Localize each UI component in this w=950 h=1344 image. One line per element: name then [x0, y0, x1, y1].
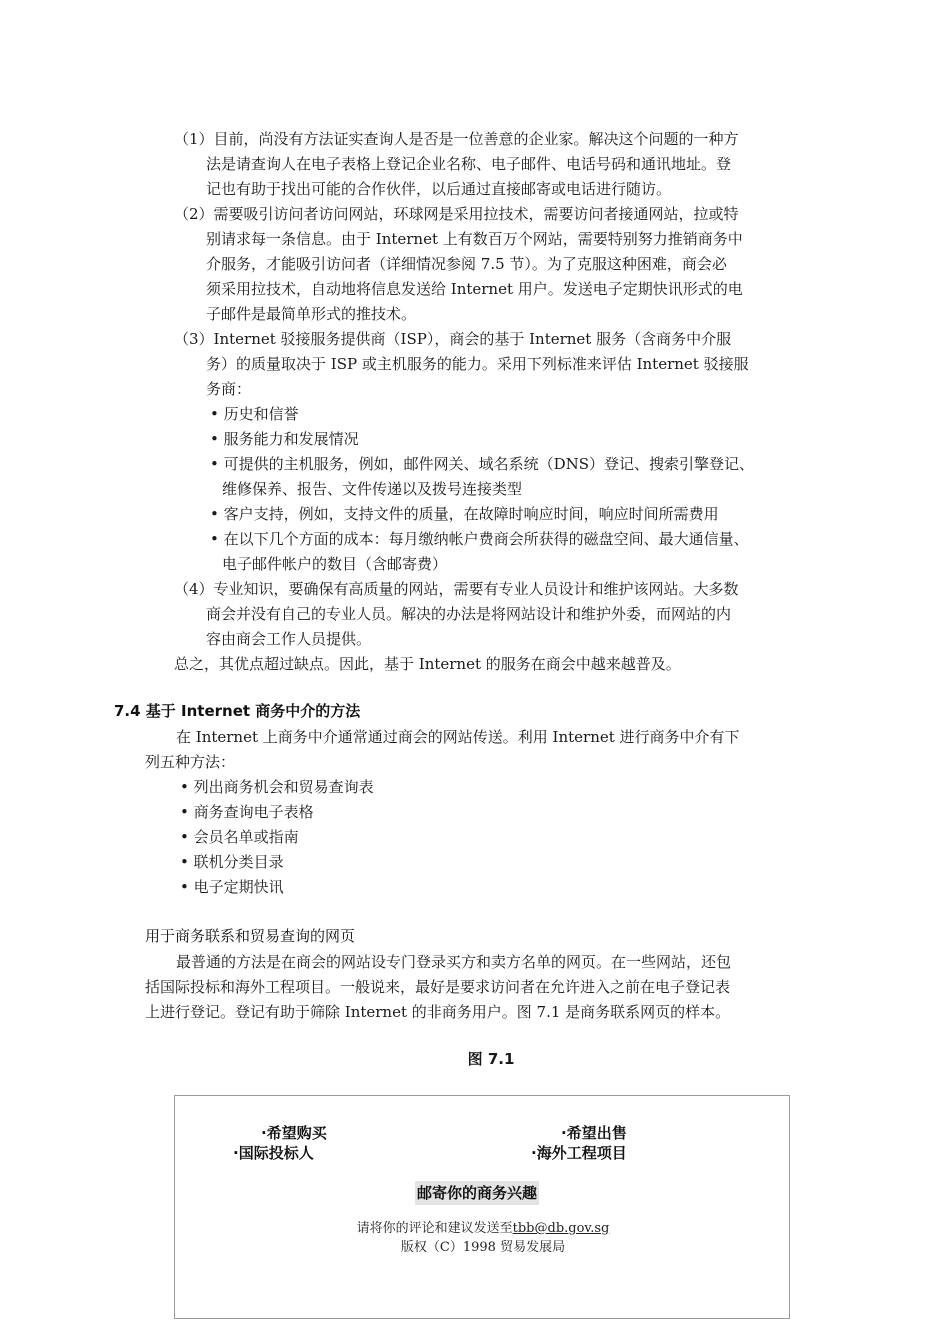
- text-line: 在 Internet 上商务中介通常通过商会的网站传送。利用 Internet 进行商务中介有下: [176, 728, 740, 746]
- text-line: 须采用拉技术，自动地将信息发送给 Internet 用户。发送电子定期快讯形式的电: [206, 280, 743, 298]
- mail-business-interest-button[interactable]: 邮寄你的商务兴趣: [415, 1181, 539, 1205]
- text-line: 务商：: [206, 380, 252, 398]
- text-line: • 列出商务机会和贸易查询表: [180, 778, 374, 796]
- text-line: 最普通的方法是在商会的网站设专门登录买方和卖方名单的网页。在一些网站，还包: [176, 953, 732, 971]
- text-line: 记也有助于找出可能的合作伙伴，以后通过直接邮寄或电话进行随访。: [206, 180, 672, 198]
- text-line: 法是请查询人在电子表格上登记企业名称、电子邮件、电话号码和通讯地址。登: [206, 155, 732, 173]
- text-line: 括国际投标和海外工程项目。一般说来，最好是要求访问者在允许进入之前在电子登记表: [145, 978, 731, 996]
- text-line: 别请求每一条信息。由于 Internet 上有数百万个网站，需要特别努力推销商务中: [206, 230, 743, 248]
- want-to-sell-link[interactable]: ·希望出售: [561, 1124, 627, 1142]
- text-line: （2）需要吸引访问者访问网站，环球网是采用拉技术，需要访问者接通网站，拉或特: [174, 205, 739, 223]
- text-line: • 客户支持，例如，支持文件的质量，在故障时响应时间，响应时间所需费用: [210, 505, 719, 523]
- text-line: 上进行登记。登记有助于筛除 Internet 的非商务用户。图 7.1 是商务联系网页的样本。: [145, 1003, 731, 1021]
- text-line: 商会并没有自己的专业人员。解决的办法是将网站设计和维护外委，而网站的内: [206, 605, 732, 623]
- text-line: 列五种方法：: [145, 753, 236, 771]
- text-line: • 可提供的主机服务，例如，邮件网关、域名系统（DNS）登记、搜索引擎登记、: [210, 455, 755, 473]
- text-line: • 在以下几个方面的成本：每月缴纳帐户费商会所获得的磁盘空间、最大通信量、: [210, 530, 749, 548]
- text-line: 介服务，才能吸引访问者（详细情况参阅 7.5 节）。为了克服这种困难，商会必: [206, 255, 727, 273]
- international-bidders-link[interactable]: ·国际投标人: [233, 1144, 314, 1162]
- text-line: • 联机分类目录: [180, 853, 284, 871]
- text-line: 容由商会工作人员提供。: [206, 630, 372, 648]
- text-line: • 会员名单或指南: [180, 828, 299, 846]
- text-line: 总之，其优点超过缺点。因此，基于 Internet 的服务在商会中越来越普及。: [174, 655, 681, 673]
- text-line: 子邮件是最简单形式的推技术。: [206, 305, 417, 323]
- text-line: 维修保养、报告、文件传递以及拨号连接类型: [222, 480, 523, 498]
- text-line: • 电子定期快讯: [180, 878, 284, 896]
- section-heading: 7.4 基于 Internet 商务中介的方法: [114, 702, 361, 720]
- text-line: 电子邮件帐户的数目（含邮寄费）: [222, 555, 448, 573]
- subsection-heading: 用于商务联系和贸易查询的网页: [145, 927, 356, 945]
- text-line: （4）专业知识，要确保有高质量的网站，需要有专业人员设计和维护该网站。大多数: [174, 580, 739, 598]
- copyright-text: 版权（C）1998 贸易发展局: [400, 1240, 566, 1255]
- text-line: • 服务能力和发展情况: [210, 430, 359, 448]
- want-to-buy-link[interactable]: ·希望购买: [261, 1124, 327, 1142]
- email-link[interactable]: tbb@db.gov.sg: [512, 1221, 610, 1236]
- text-line: 务）的质量取决于 ISP 或主机服务的能力。采用下列标准来评估 Internet 驳接服: [206, 355, 749, 373]
- business-contact-webpage-sample: [174, 1095, 790, 1319]
- comment-prefix: 请将你的评论和建议发送至: [356, 1221, 513, 1236]
- comment-line: [175, 1220, 791, 1238]
- text-line: • 历史和信誉: [210, 405, 299, 423]
- text-line: （3）Internet 驳接服务提供商（ISP），商会的基于 Internet 服务（含商务中介服: [174, 330, 732, 348]
- figure-caption: 图 7.1: [467, 1050, 515, 1068]
- overseas-projects-link[interactable]: ·海外工程项目: [531, 1144, 627, 1162]
- text-line: （1）目前，尚没有方法证实查询人是否是一位善意的企业家。解决这个问题的一种方: [174, 130, 739, 148]
- text-line: • 商务查询电子表格: [180, 803, 314, 821]
